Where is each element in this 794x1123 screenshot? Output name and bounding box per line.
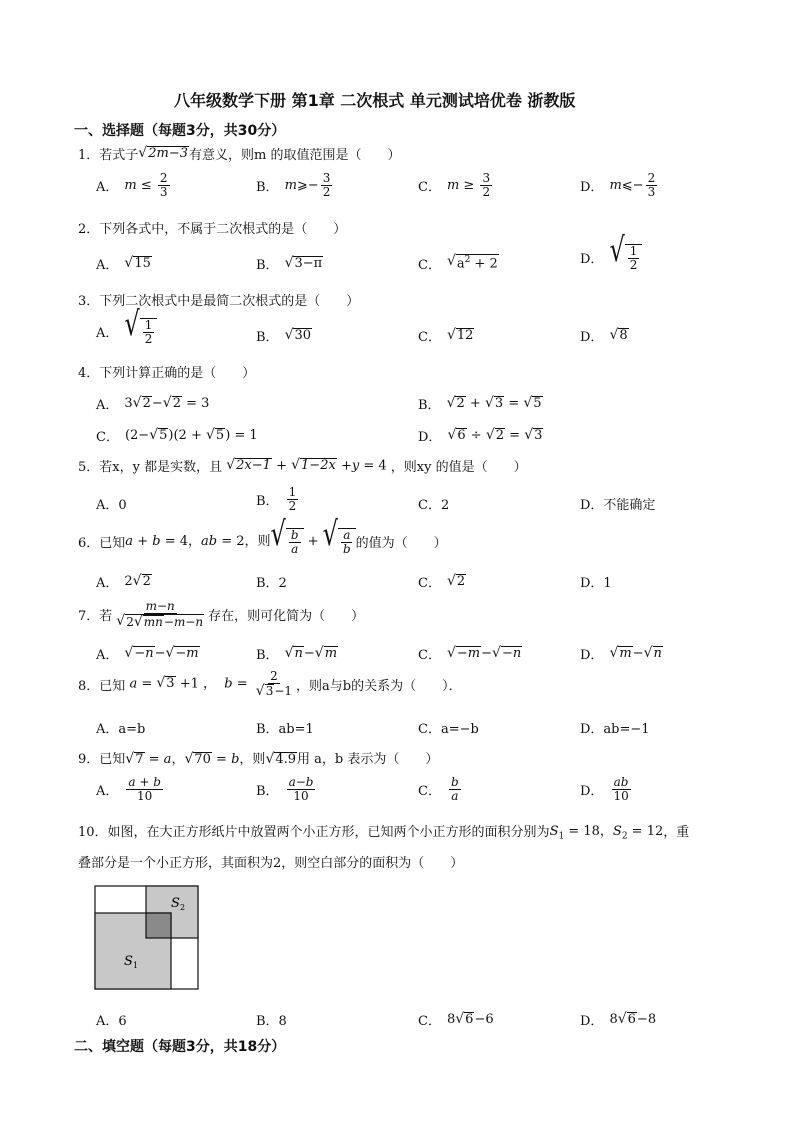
question-8: 8． 已知 a = √ 3 +1 ， b = 2 √ 3 −1 ，则a与b的关系为（ ）． xyxy=(78,669,462,699)
question-number: 9． xyxy=(78,752,100,768)
question-text: 有意义，则m 的取值范围是（ ） xyxy=(188,148,401,163)
question-number: 7． xyxy=(78,609,100,625)
option-10d[interactable]: D． 8 √ 6 −8 xyxy=(580,1010,657,1029)
label-s1-sub: 1 xyxy=(133,961,139,970)
question-9: 9． 已知 √ 7 = a， √ 70 = b，则 √ 4.9 用 a，b 表示为（ ） xyxy=(78,748,438,767)
question-3 xyxy=(78,290,359,309)
option-10c[interactable]: C． 8 √ 6 −6 xyxy=(418,1010,494,1029)
option-7c[interactable]: C． √ −m − √ −n xyxy=(418,644,522,663)
option-9c[interactable]: C． $\frac{b}{a}$ xyxy=(418,775,459,803)
option-4d[interactable]: D． √ 6 ÷ √ 2 = √ 3 xyxy=(418,426,543,445)
option-2d[interactable]: D． √ $\frac{1}{2}$ xyxy=(580,244,642,271)
option-6c[interactable]: C． √ 2 xyxy=(418,572,466,591)
question-text: 如图，在大正方形纸片中放置两个小正方形，已知两个小正方形的面积分别为 xyxy=(107,825,550,841)
question-4 xyxy=(78,362,255,381)
option-9d[interactable]: D． $\frac{ab}{10}$ xyxy=(580,775,629,803)
option-3c[interactable]: C． √ 12 xyxy=(418,326,474,345)
option-6d[interactable]: D．1 xyxy=(580,576,612,591)
option-1c[interactable]: C． m ≥ $\frac{3}{2}$ xyxy=(418,171,491,199)
option-4b[interactable]: B． √ 2 + √ 3 = √ 5 xyxy=(418,394,542,413)
question-7: 7． 若 m−n √ 2 √ mn −m−n 存在，则可化简为（ ） xyxy=(78,599,365,630)
option-4c[interactable]: C． (2− √ 5 )(2 + √ 5 ) = 1 xyxy=(96,426,258,445)
question-text: 已知 xyxy=(99,752,126,768)
question-text: ，重 xyxy=(663,825,690,841)
question-number: 4． xyxy=(78,366,100,381)
question-text: 存在，则可化简为（ ） xyxy=(208,609,365,625)
option-8b[interactable]: B．ab=1 xyxy=(256,722,314,737)
squares-figure xyxy=(94,885,200,991)
question-number: 8． xyxy=(78,678,100,694)
option-8a[interactable]: A．a=b xyxy=(96,722,146,737)
question-text: 的值为（ ） xyxy=(355,536,447,552)
option-5c[interactable]: C．2 xyxy=(418,498,450,513)
option-5b[interactable]: B． $\frac{1}{2}$ xyxy=(256,485,297,513)
label-s1: S xyxy=(124,954,133,969)
question-number: 2． xyxy=(78,222,100,237)
question-number: 1． xyxy=(78,148,100,163)
option-8c[interactable]: C．a=−b xyxy=(418,722,479,737)
question-5: 5． 若x，y 都是实数，且 √ 2x−1 + √ 1−2x +y = 4 ，则xy 的值是（ ） xyxy=(78,456,527,475)
option-6b[interactable]: B．2 xyxy=(256,576,287,591)
option-3b[interactable]: B． √ 30 xyxy=(256,326,312,345)
option-5a[interactable]: A．0 xyxy=(96,498,127,513)
option-1d[interactable]: D． m ⩽− $\frac{2}{3}$ xyxy=(580,171,656,199)
option-7a[interactable]: A． √ −n − √ −m xyxy=(96,644,199,663)
option-1b[interactable]: B． m ⩾− $\frac{3}{2}$ xyxy=(256,171,331,199)
option-7b[interactable]: B． √ n − √ m xyxy=(256,644,338,663)
question-text: 下列二次根式中是最简二次根式的是（ ） xyxy=(99,294,360,309)
option-7d[interactable]: D． √ m − √ n xyxy=(580,644,662,663)
section-heading-fill: 二、填空题（每题3分，共18分） xyxy=(74,1039,286,1055)
sqrt-expression: √ 2m−3 xyxy=(138,144,188,161)
question-6: 6． 已知 a + b = 4，ab = 2，则 √ $\frac{b}{a}$ + √ $\frac{a}{b}$ 的值为（ ） xyxy=(78,514,447,556)
question-1 xyxy=(78,144,400,163)
label-s2-sub: 2 xyxy=(180,903,186,912)
option-10b[interactable]: B．8 xyxy=(256,1014,287,1029)
option-3d[interactable]: D． √ 8 xyxy=(580,326,628,345)
option-9a[interactable]: A． $\frac{a + b}{10}$ xyxy=(96,775,161,803)
overlap-square xyxy=(146,913,171,938)
label-s2: S xyxy=(171,896,180,911)
question-text: 用 a，b 表示为（ ） xyxy=(297,752,439,768)
question-text: 已知 xyxy=(99,678,126,694)
option-2a[interactable]: A． √ 15 xyxy=(96,254,151,273)
question-number: 6． xyxy=(78,536,100,552)
question-10-line2: 叠部分是一个小正方形，其面积为2，则空白部分的面积为（ ） xyxy=(78,856,464,871)
question-text: 下列计算正确的是（ ） xyxy=(99,366,256,381)
page-title: 八年级数学下册 第1章 二次根式 单元测试培优卷 浙教版 xyxy=(174,91,576,110)
question-text: ，则xy 的值是（ ） xyxy=(390,460,527,475)
option-5d[interactable]: D．不能确定 xyxy=(580,498,656,513)
option-3a[interactable]: A． √ $\frac{1}{2}$ xyxy=(96,318,157,345)
question-text: 若式子 xyxy=(99,148,139,163)
option-2c[interactable]: C． √ $a^2 + 2$ xyxy=(418,253,498,273)
question-text: 若 xyxy=(99,609,113,625)
option-8d[interactable]: D．ab=−1 xyxy=(580,722,650,737)
question-text: 已知 xyxy=(99,536,126,552)
question-number: 3． xyxy=(78,294,100,309)
option-10a[interactable]: A．6 xyxy=(96,1014,127,1029)
question-text: 下列各式中，不属于二次根式的是（ ） xyxy=(99,222,347,237)
option-9b[interactable]: B． $\frac{a-b}{10}$ xyxy=(256,775,314,803)
section-heading-choice: 一、选择题（每题3分，共30分） xyxy=(74,123,286,139)
question-10-line1: 10． 如图，在大正方形纸片中放置两个小正方形，已知两个小正方形的面积分别为 $S_1 = 18$，$S_2 = 12$ ，重 xyxy=(78,820,689,842)
question-number: 10． xyxy=(78,825,108,841)
option-2b[interactable]: B． √ 3−π xyxy=(256,254,323,273)
option-6a[interactable]: A． 2 √ 2 xyxy=(96,572,151,591)
option-4a[interactable]: A． 3 √ 2 − √ 2 = 3 xyxy=(96,394,210,413)
question-2 xyxy=(78,218,346,237)
question-text: 若x，y 都是实数，且 xyxy=(99,460,223,475)
option-1a[interactable]: A． m ≤ $\frac{2}{3}$ xyxy=(96,171,168,199)
question-number: 5． xyxy=(78,460,100,475)
question-text: ，则a与b的关系为（ ）． xyxy=(296,678,462,694)
